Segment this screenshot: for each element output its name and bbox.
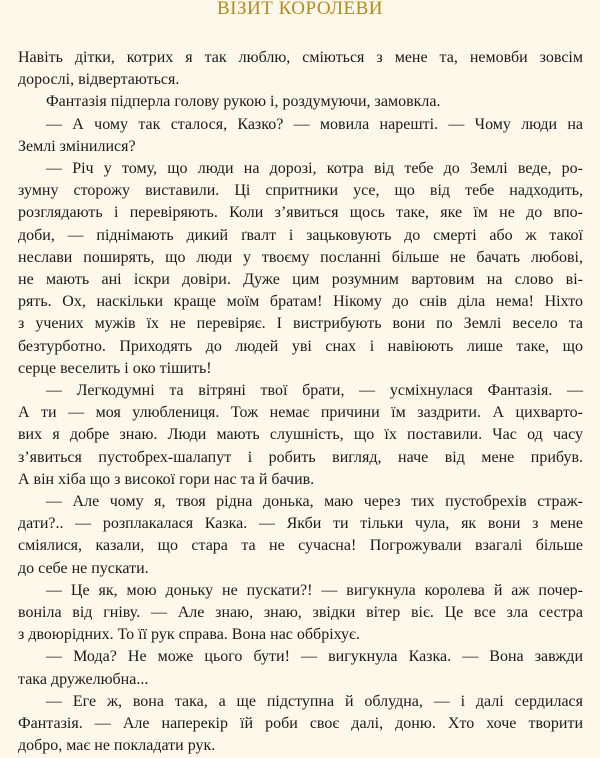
text-line: доби, — піднімають дикий ґвалт і зацьковують до смерті або ж такої xyxy=(18,226,583,244)
text-line: А він хіба що з високої гори нас та й бачив. xyxy=(18,470,315,488)
text-line: Землі змінилися? xyxy=(18,137,136,155)
text-line: вих я добре знаю. Люди мають слушність, що їх поставили. Час од часу xyxy=(18,426,583,444)
text-line: дати?.. — розплакалася Казка. — Якби ти тільки чула, як вони з мене xyxy=(18,515,583,533)
text-line: до себе не пускати. xyxy=(18,559,149,577)
text-line: — Але чому я, твоя рідна донька, маю через тих пустобрехів страж- xyxy=(46,493,583,511)
text-line: добро, має не покладати рук. xyxy=(18,737,216,755)
text-line: безтурботно. Приходять до людей уві снах і навіюють лише таке, що xyxy=(18,337,583,355)
text-line: Фантазія. — Але наперекір їй роби своє далі, доню. Хто хоче творити xyxy=(18,715,583,733)
text-line: рять. Ох, наскільки краще моїм братам! Нікому до снів діла нема! Ніхто xyxy=(18,293,583,311)
text-line: сміялися, казали, що стара та не сучасна! Погрожували взагалі більше xyxy=(18,537,583,555)
running-header: ВІЗИТ КОРОЛЕВИ xyxy=(217,0,383,19)
text-line: — Це як, мою доньку не пускати?! — вигукнула королева й аж почер- xyxy=(46,581,583,599)
text-line: дорослі, відвертаються. xyxy=(18,71,180,89)
text-line: серце веселить і око тішить! xyxy=(18,359,212,377)
text-line: — Еге ж, вона така, а ще підступна й облудна, — і далі сердилася xyxy=(46,692,583,710)
text-line: воніла від гніву. — Але знаю, знаю, звідки вітер віє. Це все зла сестра xyxy=(18,604,583,622)
text-line: з двоюрідних. То її рук справа. Вона нас оббріхує. xyxy=(18,626,360,644)
text-line: Фантазія підперла голову рукою і, роздумуючи, замовкла. xyxy=(46,93,441,111)
text-line: — А чому так сталося, Казко? — мовила нарешті. — Чому люди на xyxy=(46,115,583,133)
body-text xyxy=(18,47,583,758)
text-line: така дружелюбна... xyxy=(18,670,149,688)
text-line: не мають ані іскри довіри. Дуже цим розумним вартовим на слово ві- xyxy=(18,271,583,289)
text-line: Навіть дітки, котрих я так люблю, сміються з мене та, немовби зовсім xyxy=(18,49,583,66)
text-line: з учених мужів їх не перевіряє. І вистрибують вони по Землі весело та xyxy=(18,315,583,333)
text-line: зумну сторожу виставили. Ці спритники усе, що від тебе надходить, xyxy=(18,182,583,200)
text-line: з’явиться пустобрех-шалапут і робить вигляд, наче від мене прибув. xyxy=(18,448,583,466)
text-line: А ти — моя улюблениця. Тож немає причини їм заздрити. А цихварто- xyxy=(18,404,583,422)
text-line: — Легкодумні та вітряні твої брати, — усміхнулася Фантазія. — xyxy=(46,382,583,400)
text-line: — Мода? Не може цього бути! — вигукнула Казка. — Вона завжди xyxy=(46,648,583,666)
text-line: — Річ у тому, що люди на дорозі, котра від тебе до Землі веде, ро- xyxy=(46,160,583,178)
text-line: неслави поширять, що люди у твоєму посланні більше не бачать любові, xyxy=(18,248,583,266)
text-line: розглядають і перевіряють. Коли з’явиться щось таке, яке їм не до впо- xyxy=(18,204,583,222)
